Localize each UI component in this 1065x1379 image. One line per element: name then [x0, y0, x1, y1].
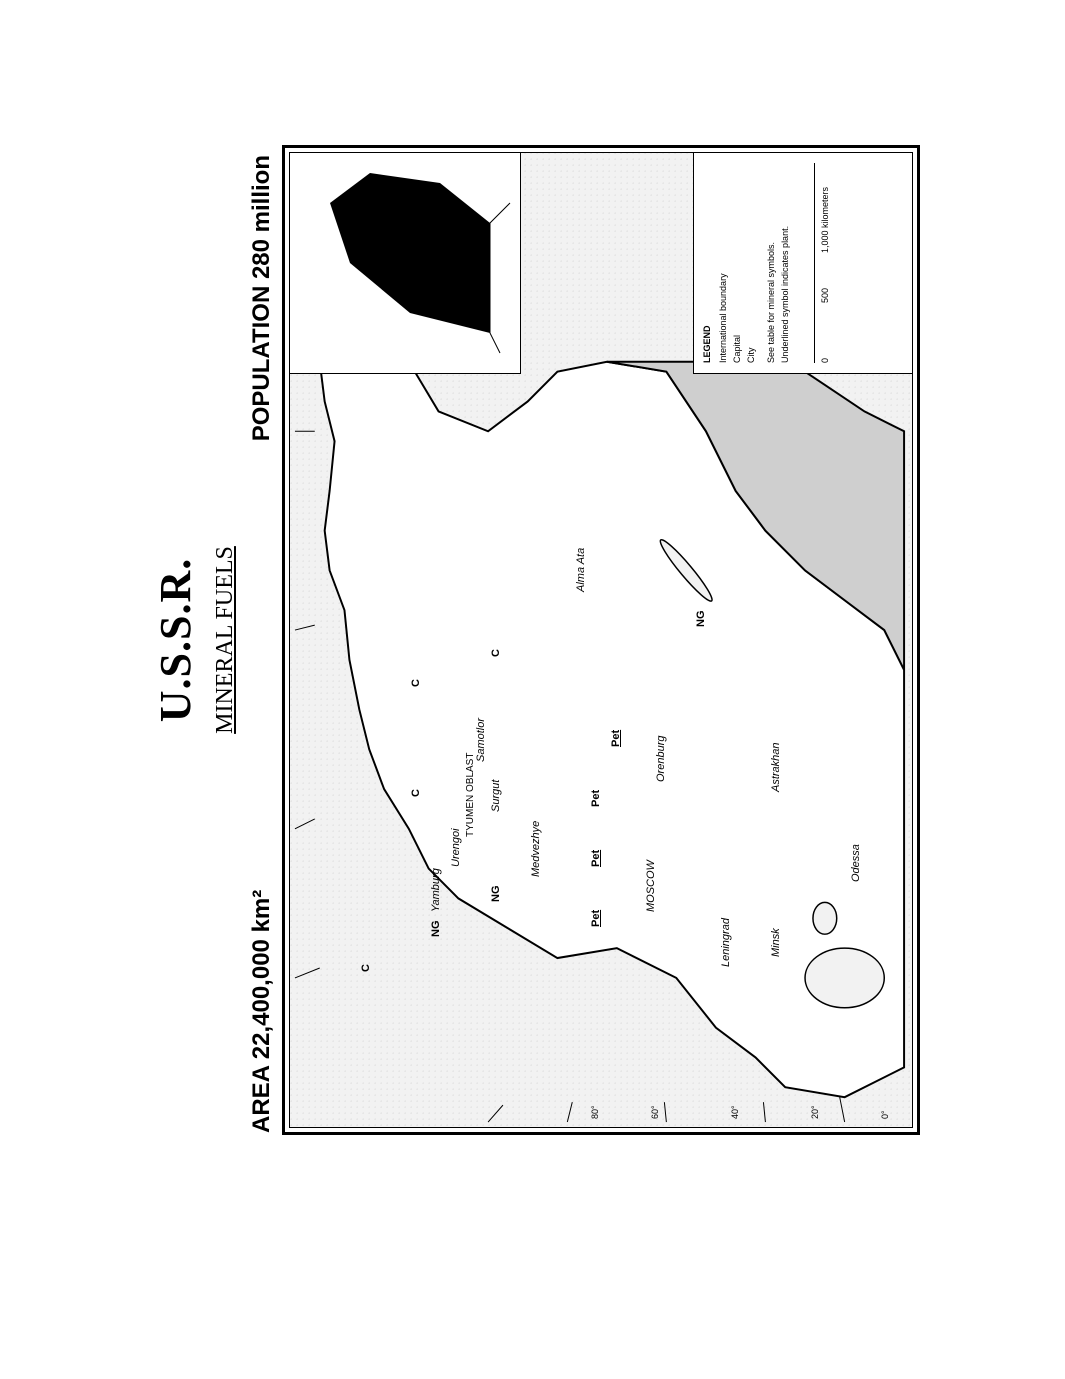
locator-inset-svg	[290, 153, 520, 373]
mineral-ng: NG	[430, 920, 442, 937]
aral-sea	[813, 902, 837, 934]
degree-label: 60°	[650, 1105, 660, 1119]
scale-tick: 0	[820, 357, 830, 363]
legend-item: Capital	[732, 334, 742, 363]
locator-inset	[290, 153, 521, 374]
mineral-pet: Pet	[590, 849, 602, 867]
degree-label: 40°	[730, 1105, 740, 1119]
mineral-pet: Pet	[590, 789, 602, 807]
map-title: U.S.S.R.	[151, 557, 200, 723]
mineral-pet: Pet	[590, 909, 602, 927]
legend-note: Underlined symbol indicates plant.	[780, 225, 790, 363]
legend-box	[693, 153, 912, 374]
mineral-c: C	[490, 649, 502, 657]
city-orenburg: Orenburg	[655, 735, 667, 782]
city-samotlor: Samotlor	[475, 717, 487, 762]
population-label: POPULATION 280 million	[248, 155, 275, 442]
city-yamburg: Yamburg	[430, 868, 442, 912]
degree-label: 20°	[810, 1105, 820, 1119]
city-astrakhan: Astrakhan	[770, 742, 782, 792]
mineral-pet: Pet	[610, 729, 622, 747]
degree-label: 0°	[880, 1110, 890, 1119]
city-odessa: Odessa	[850, 844, 862, 882]
mineral-c: C	[410, 789, 422, 797]
mineral-ng: NG	[695, 610, 707, 627]
city-moscow: MOSCOW	[645, 860, 657, 912]
scale-tick: 500	[820, 287, 830, 303]
city-alma-ata: Alma Ata	[575, 547, 587, 592]
scale-bar	[814, 163, 815, 363]
map-subtitle: MINERAL FUELS	[212, 546, 238, 734]
legend-item: City	[746, 347, 756, 363]
city-urengoi: Urengoi	[450, 828, 462, 867]
degree-label: 80°	[590, 1105, 600, 1119]
legend-heading: LEGEND	[702, 325, 712, 363]
region-tyumen: TYUMEN OBLAST	[465, 752, 476, 837]
legend-item: International boundary	[718, 273, 728, 363]
area-label: AREA 22,400,000 km²	[248, 889, 275, 1133]
caspian-sea	[805, 948, 884, 1008]
scale-tick: 1,000 kilometers	[820, 186, 830, 253]
city-minsk: Minsk	[770, 928, 782, 957]
mineral-c: C	[360, 964, 372, 972]
map-frame	[282, 145, 920, 1135]
city-medvezhye: Medvezhye	[530, 820, 542, 877]
mineral-ng: NG	[490, 885, 502, 902]
legend-note: See table for mineral symbols.	[766, 241, 776, 363]
map-body	[289, 152, 913, 1128]
city-surgut: Surgut	[490, 779, 502, 812]
mineral-c: C	[410, 679, 422, 687]
city-leningrad: Leningrad	[720, 918, 732, 967]
rotated-map-page	[150, 135, 980, 1145]
